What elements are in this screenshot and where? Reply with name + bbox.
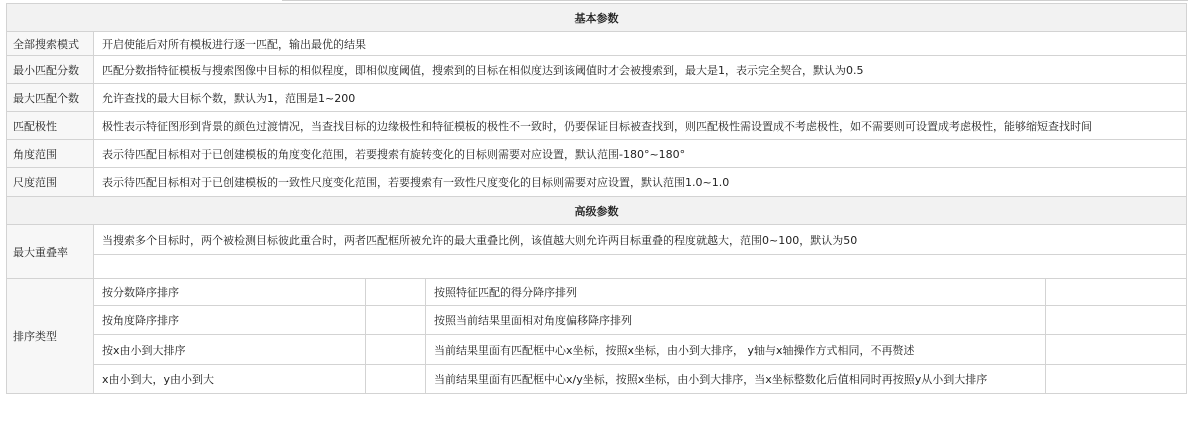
section-title-basic: 基本参数	[7, 4, 1187, 32]
sort-option-name: 按角度降序排序	[94, 306, 366, 335]
sort-option-description: 当前结果里面有匹配框中心x/y坐标，按照x坐标，由小到大排序，当x坐标整数化后值相同时再按照y从小到大排序	[426, 365, 1046, 394]
param-label: 最大重叠率	[7, 225, 94, 279]
empty-cell	[366, 335, 426, 365]
section-header-basic	[7, 4, 1187, 32]
param-label: 匹配极性	[7, 112, 94, 140]
empty-cell	[366, 365, 426, 394]
param-label: 排序类型	[7, 279, 94, 394]
param-label: 尺度范围	[7, 168, 94, 197]
param-description: 极性表示特征图形到背景的颜色过渡情况，当查找目标的边缘极性和特征模板的极性不一致时，仍要保证目标被查找到，则匹配极性需设置成不考虑极性，如不需要则可设置成考虑极性，能够缩短查找时间	[94, 112, 1187, 140]
table-row	[7, 140, 1187, 168]
sort-option-row	[7, 279, 1187, 306]
sort-option-name: 按分数降序排序	[94, 279, 366, 306]
param-label: 全部搜索模式	[7, 32, 94, 56]
param-description: 匹配分数指特征模板与搜索图像中目标的相似程度，即相似度阈值，搜索到的目标在相似度达到该阈值时才会被搜索到，最大是1，表示完全契合，默认为0.5	[94, 56, 1187, 84]
section-header-advanced	[7, 197, 1187, 225]
empty-cell	[1046, 335, 1187, 365]
table-row	[7, 84, 1187, 112]
empty-cell	[366, 306, 426, 335]
param-description: 表示待匹配目标相对于已创建模板的角度变化范围，若要搜索有旋转变化的目标则需要对应设置，默认范围-180°~180°	[94, 140, 1187, 168]
table-row	[7, 255, 1187, 279]
sort-option-description: 按照当前结果里面相对角度偏移降序排列	[426, 306, 1046, 335]
sort-option-name: 按x由小到大排序	[94, 335, 366, 365]
empty-cell	[366, 279, 426, 306]
empty-cell	[1046, 279, 1187, 306]
param-description: 允许查找的最大目标个数，默认为1，范围是1~200	[94, 84, 1187, 112]
table-row	[7, 56, 1187, 84]
param-description: 表示待匹配目标相对于已创建模板的一致性尺度变化范围，若要搜索有一致性尺度变化的目标则需要对应设置，默认范围1.0~1.0	[94, 168, 1187, 197]
table-row	[7, 32, 1187, 56]
empty-cell	[1046, 365, 1187, 394]
sort-option-name: x由小到大，y由小到大	[94, 365, 366, 394]
param-description: 开启使能后对所有模板进行逐一匹配，输出最优的结果	[94, 32, 1187, 56]
table-row	[7, 112, 1187, 140]
param-description: 当搜索多个目标时，两个被检测目标彼此重合时，两者匹配框所被允许的最大重叠比例，该值越大则允许两目标重叠的程度就越大，范围0~100，默认为50	[94, 225, 1187, 255]
sort-option-row	[7, 335, 1187, 365]
param-label: 最大匹配个数	[7, 84, 94, 112]
empty-cell	[1046, 306, 1187, 335]
parameter-table	[6, 3, 1187, 394]
table-row	[7, 225, 1187, 255]
sort-option-row	[7, 365, 1187, 394]
table-row	[7, 168, 1187, 197]
sort-option-description: 按照特征匹配的得分降序排列	[426, 279, 1046, 306]
sort-option-description: 当前结果里面有匹配框中心x坐标，按照x坐标，由小到大排序， y轴与x轴操作方式相同，不再赘述	[426, 335, 1046, 365]
top-divider	[282, 0, 1188, 1]
section-title-advanced: 高级参数	[7, 197, 1187, 225]
empty-cell	[94, 255, 1187, 279]
param-label: 角度范围	[7, 140, 94, 168]
sort-option-row	[7, 306, 1187, 335]
param-label: 最小匹配分数	[7, 56, 94, 84]
